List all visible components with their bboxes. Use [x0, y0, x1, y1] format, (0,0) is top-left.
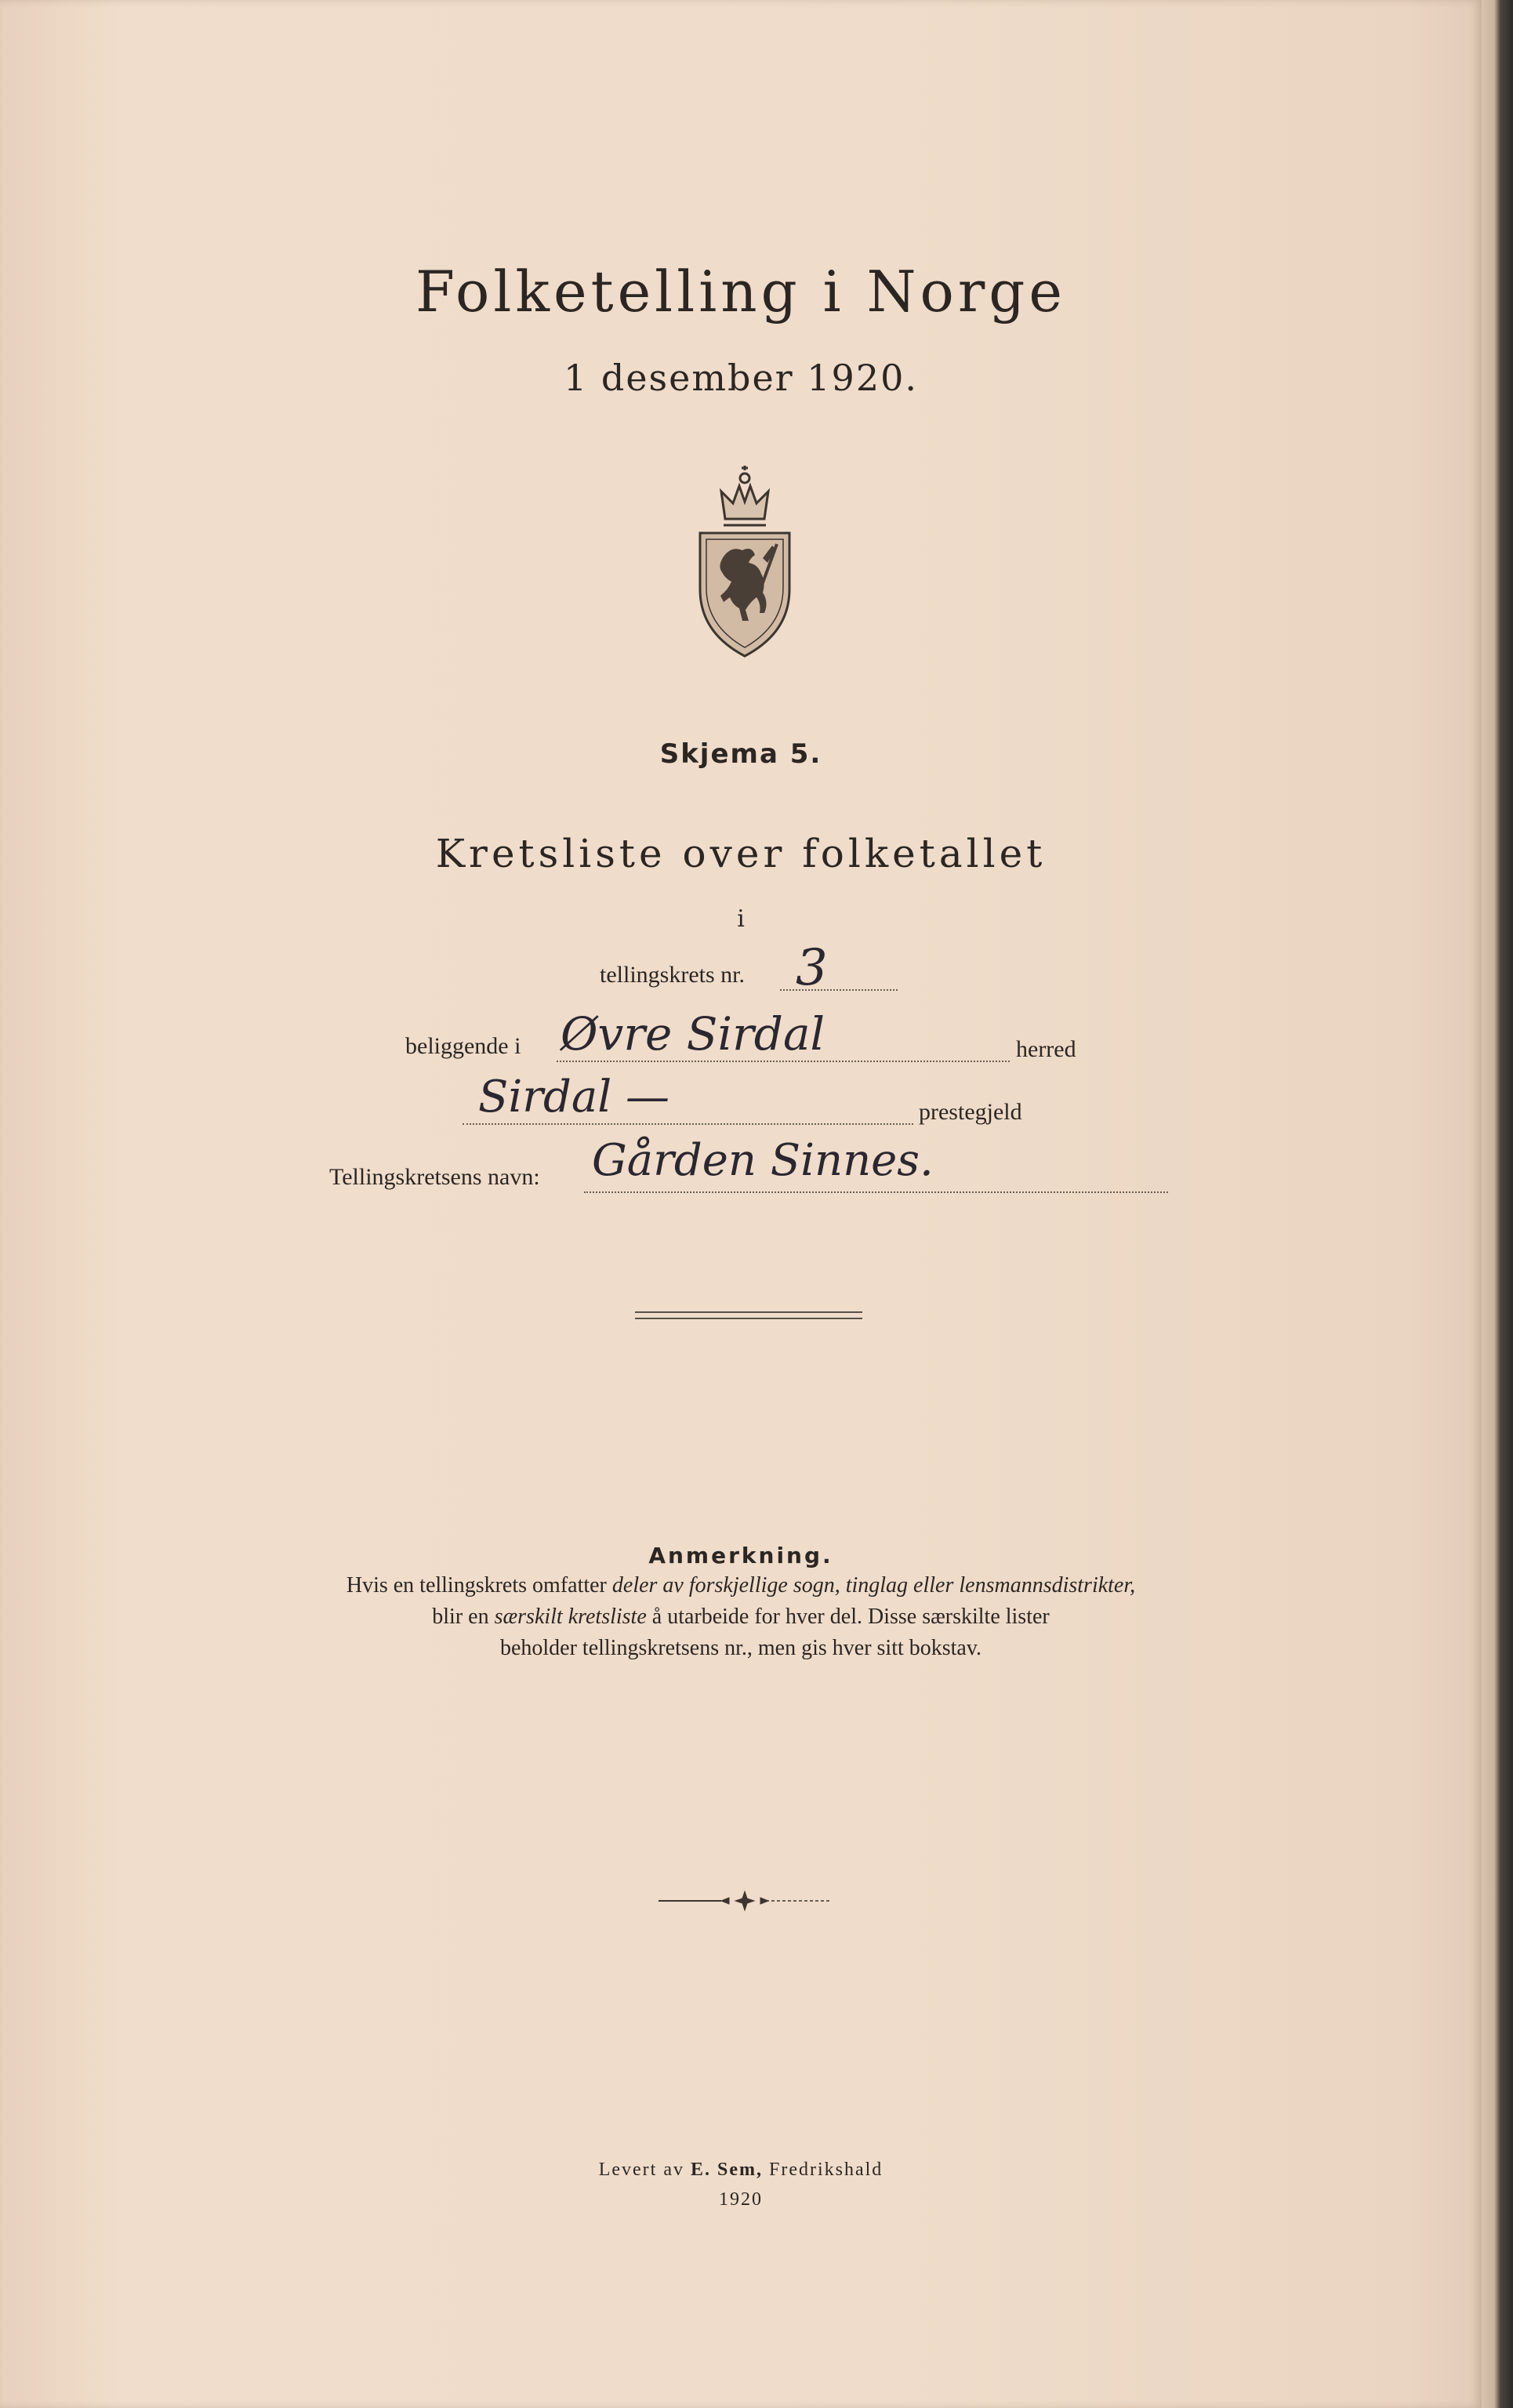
prestegjeld-value: Sirdal — — [478, 1072, 669, 1122]
remark-line-2-plain-a: blir en — [432, 1605, 495, 1629]
krets-number-value: 3 — [796, 939, 828, 997]
preposition-i: i — [737, 905, 745, 933]
remark-line-1 — [0, 1573, 1482, 1598]
remark-line-1-italic: deler av forskjellige sogn, tinglag eller lensmannsdistrikter, — [611, 1573, 1136, 1597]
remark-line-3: beholder tellingskretsens nr., men gis hver sitt bokstav. — [499, 1636, 982, 1660]
location-label: beliggende i — [405, 1033, 521, 1059]
printer-credit — [0, 2160, 1482, 2181]
scan-edge — [1482, 0, 1513, 2408]
norwegian-coat-of-arms-icon — [694, 464, 796, 660]
krets-name-field[interactable] — [584, 1191, 1168, 1193]
printer-place: Fredrikshald — [762, 2160, 883, 2180]
remark-heading: Anmerkning. — [648, 1543, 833, 1568]
star-ornament-icon — [655, 1889, 835, 1913]
printer-prefix: Levert av — [598, 2160, 691, 2180]
remark-line-2-plain-b: å utarbeide for hver del. Disse særskilte lister — [646, 1605, 1050, 1629]
herred-value: Øvre Sirdal — [561, 1007, 825, 1061]
printer-name: E. Sem, — [690, 2160, 763, 2180]
form-subtitle: Kretsliste over folketallet — [435, 831, 1047, 876]
remark-line-1-plain: Hvis en tellingskrets omfatter — [346, 1573, 612, 1597]
herred-label: herred — [1016, 1036, 1076, 1062]
section-divider — [635, 1311, 862, 1319]
remark-line-2-italic: særskilt kretsliste — [494, 1605, 647, 1629]
krets-name-value: Gården Sinnes. — [592, 1135, 934, 1186]
krets-name-label: Tellingskretsens navn: — [329, 1164, 540, 1190]
prestegjeld-field[interactable] — [463, 1123, 913, 1125]
printer-year: 1920 — [719, 2189, 763, 2210]
herred-field[interactable] — [557, 1061, 1010, 1062]
form-title: Folketelling i Norge — [415, 259, 1066, 325]
remark-line-2 — [0, 1605, 1482, 1630]
schema-number: Skjema 5. — [659, 738, 822, 770]
census-date: 1 desember 1920. — [564, 357, 918, 399]
krets-number-label: tellingskrets nr. — [600, 962, 745, 988]
prestegjeld-label: prestegjeld — [919, 1099, 1022, 1125]
